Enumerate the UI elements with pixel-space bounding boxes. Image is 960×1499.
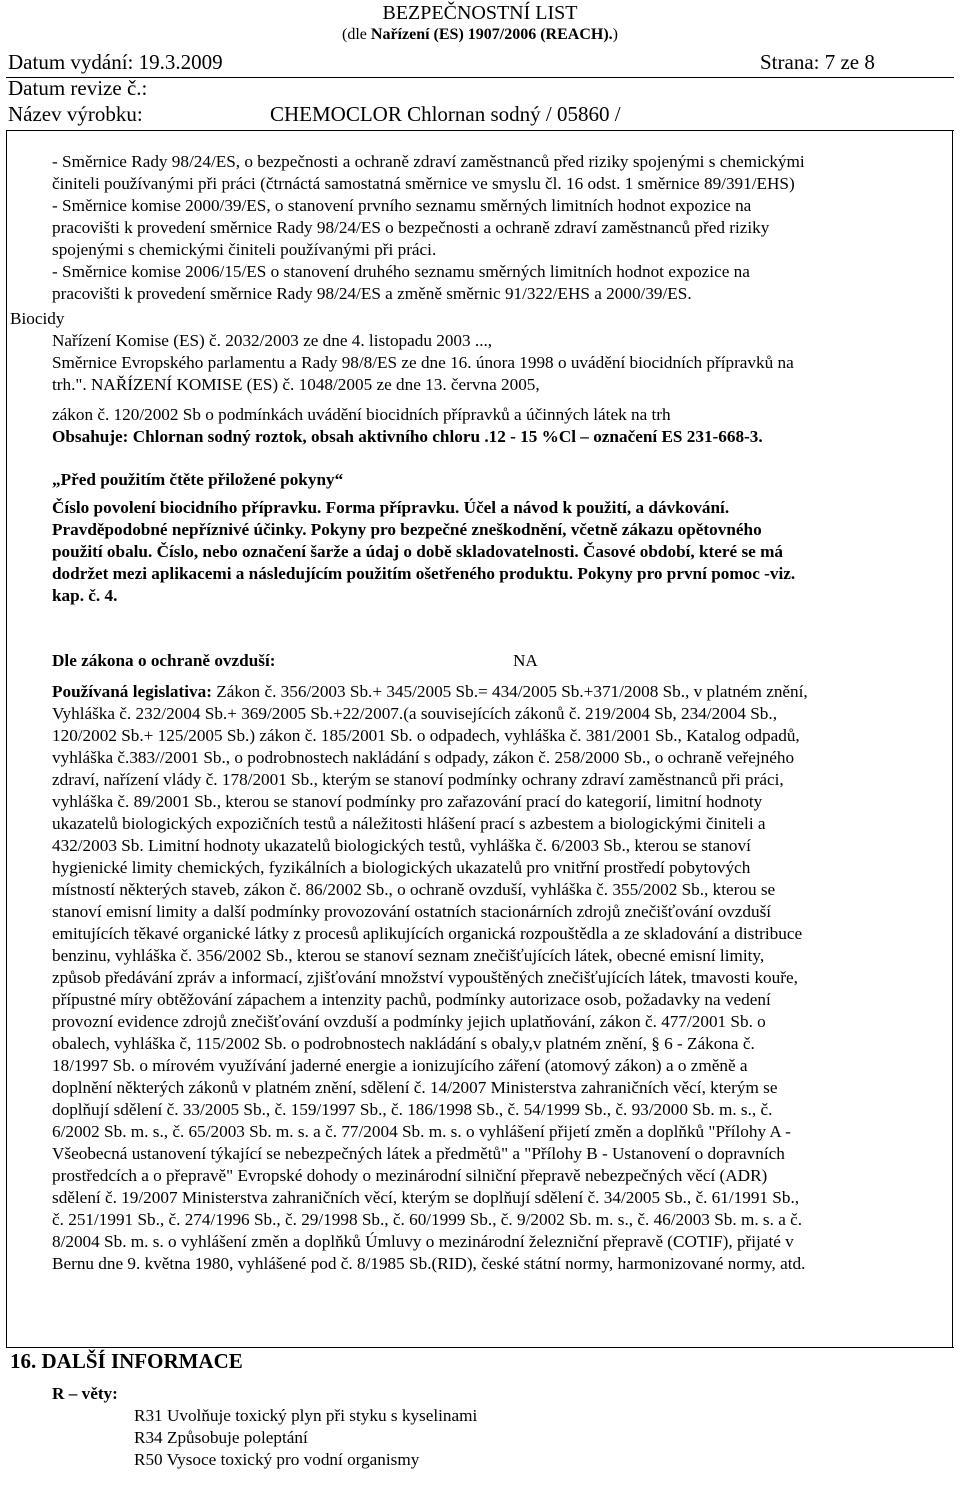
r-phrase: R31 Uvolňuje toxický plyn při styku s kyselinami bbox=[134, 1406, 478, 1425]
biocides-line: Směrnice Evropského parlamentu a Rady 98/8/ES ze dne 16. února 1998 o uvádění biocidních přípravků na bbox=[52, 353, 794, 372]
issue-date: Datum vydání: 19.3.2009 bbox=[8, 50, 223, 74]
legislation-line: prostředcích a o přepravě" Evropské dohody o mezinárodní silniční přepravě nebezpečných věcí (ADR) bbox=[52, 1166, 768, 1185]
biocides-heading: Biocidy bbox=[10, 309, 65, 328]
directive-line: - Směrnice komise 2006/15/ES o stanovení druhého seznamu směrných limitních hodnot expozice na bbox=[52, 262, 750, 281]
subtitle-suffix: ) bbox=[612, 26, 618, 43]
r-phrase: R34 Způsobuje poleptání bbox=[134, 1428, 308, 1447]
legislation-first-text: Zákon č. 356/2003 Sb.+ 345/2005 Sb.= 434/2005 Sb.+371/2008 Sb., v platném znění, bbox=[211, 682, 808, 701]
r-phrases-label: R – věty: bbox=[52, 1384, 118, 1403]
legislation-line: 432/2003 Sb. Limitní hodnoty ukazatelů biologických testů, vyhláška č. 6/2003 Sb., kterou se stanoví bbox=[52, 836, 751, 855]
directive-line: spojenými s chemickými činiteli používanými při práci. bbox=[52, 240, 437, 259]
legislation-line: stanoví emisní limity a další podmínky provozování ostatních stacionárních zdrojů znečišťování ovzduší bbox=[52, 902, 772, 921]
legislation-line: Vyhláška č. 232/2004 Sb.+ 369/2005 Sb.+22/2007.(a souvisejících zákonů č. 219/2004 Sb, 234/2004 Sb., bbox=[52, 704, 777, 723]
legislation-line: Všeobecná ustanovení týkající se nebezpečných látek a předmětů" a "Přílohy B - Ustanovení o dopravních bbox=[52, 1144, 785, 1163]
air-law-value: NA bbox=[513, 651, 538, 670]
legislation-line: přípustné míry obtěžování zápachem a intenzity pachů, podmínky autorizace osob, požadavky na vedení bbox=[52, 990, 771, 1009]
legislation-line: sdělení č. 19/2007 Ministerstva zahraničních věcí, kterým se doplňují sdělení č. 34/2005 Sb., č. 61/1991 Sb., bbox=[52, 1188, 800, 1207]
directive-line: - Směrnice Rady 98/24/ES, o bezpečnosti a ochraně zdraví zaměstnanců před riziky spojenými s chemickými bbox=[52, 152, 805, 171]
legislation-line: 6/2002 Sb. m. s., č. 65/2003 Sb. m. s. a č. 77/2004 Sb. m. s. o vyhlášení přijetí změn a doplňků "Přílohy A - bbox=[52, 1122, 791, 1141]
legislation-line: zdraví, nařízení vlády č. 178/2001 Sb., kterým se stanoví podmínky ochrany zdraví zaměstnanců při práci, bbox=[52, 770, 784, 789]
legislation-line: 120/2002 Sb.+ 125/2005 Sb.) zákon č. 185/2001 Sb. o odpadech, vyhláška č. 381/2001 Sb., Katalog odpadů, bbox=[52, 726, 800, 745]
legislation-line: ukazatelů biologických expozičních testů a náležitosti hlášení prací s azbestem a biologickými činiteli a bbox=[52, 814, 766, 833]
instruction-line: Pravděpodobné nepříznivé účinky. Pokyny pro bezpečné zneškodnění, včetně zákazu opětovného bbox=[52, 520, 762, 539]
page-number: Strana: 7 ze 8 bbox=[760, 50, 875, 74]
revision-date: Datum revize č.: bbox=[8, 76, 148, 100]
legislation-line: místností některých staveb, zákon č. 86/2002 Sb., o ochraně ovzduší, vyhláška č. 355/2002 Sb., kterou se bbox=[52, 880, 776, 899]
frame-right-line bbox=[952, 131, 953, 1347]
directive-line: - Směrnice komise 2000/39/ES, o stanovení prvního seznamu směrných limitních hodnot expozice na bbox=[52, 196, 752, 215]
legislation-line: 8/2004 Sb. m. s. o vyhlášení změn a doplňků Úmluvy o mezinárodní železniční přepravě (COTIF), přijaté v bbox=[52, 1232, 794, 1251]
biocides-line: trh.". NAŘÍZENÍ KOMISE (ES) č. 1048/2005 ze dne 13. června 2005, bbox=[52, 375, 540, 394]
air-law-label: Dle zákona o ochraně ovzduší: bbox=[52, 651, 276, 670]
header-rule-bottom bbox=[6, 130, 954, 131]
legislation-line: hygienické limity chemických, fyzikálních a biologických ukazatelů pro vnitřní prostředí pobytových bbox=[52, 858, 751, 877]
instruction-line: dodržet mezi aplikacemi a následujícím použitím ošetřeného produktu. Pokyny pro první pomoc -viz. bbox=[52, 564, 796, 583]
section-rule bbox=[6, 1347, 954, 1348]
biocides-line: Nařízení Komise (ES) č. 2032/2003 ze dne 4. listopadu 2003 ..., bbox=[52, 331, 493, 350]
directive-line: pracovišti k provedení směrnice Rady 98/24/ES o bezpečnosti a ochraně zdraví zaměstnanců před riziky bbox=[52, 218, 770, 237]
legislation-line: doplnění některých zákonů v platném znění, sdělení č. 14/2007 Ministerstva zahraničních věcí, kterým se bbox=[52, 1078, 778, 1097]
instruction-line: použití obalu. Číslo, nebo označení šarže a údaj o době skladovatelnosti. Časové období, které se má bbox=[52, 542, 783, 561]
header-rule-top bbox=[6, 77, 954, 78]
legislation-label: Používaná legislativa: bbox=[52, 682, 212, 701]
legislation-line: provozní evidence zdrojů znečišťování ovzduší a podmínky jejich uplatňování, zákon č. 477/2001 Sb. o bbox=[52, 1012, 766, 1031]
biocides-law: zákon č. 120/2002 Sb o podmínkách uvádění biocidních přípravků a účinných látek na trh bbox=[52, 405, 671, 424]
legislation-line: benzinu, vyhláška č. 356/2002 Sb., kterou se stanoví seznam znečišťujících látek, obecné emisní limity, bbox=[52, 946, 765, 965]
instruction-line: kap. č. 4. bbox=[52, 586, 118, 605]
subtitle-prefix: (dle bbox=[342, 26, 371, 43]
legislation-line: Bernu dne 9. května 1980, vyhlášené pod č. 8/1985 Sb.(RID), české státní normy, harmonizované normy, atd. bbox=[52, 1254, 806, 1273]
legislation-line: emitujících těkavé organické látky z procesů aplikujících organická rozpouštědla a ze skladování a distribuce bbox=[52, 924, 803, 943]
legislation-line: 18/1997 Sb. o mírovém využívání jaderné energie a ionizujícího záření (atomový zákon) a o změně a bbox=[52, 1056, 748, 1075]
product-label: Název výrobku: bbox=[8, 102, 143, 126]
legislation-line: doplňují sdělení č. 33/2005 Sb., č. 159/1997 Sb., č. 186/1998 Sb., č. 54/1999 Sb., č. 93/2000 Sb. m. s., č. bbox=[52, 1100, 773, 1119]
r-phrase: R50 Vysoce toxický pro vodní organismy bbox=[134, 1450, 420, 1469]
directive-line: pracovišti k provedení směrnice Rady 98/24/ES a změně směrnic 91/322/EHS a 2000/39/ES. bbox=[52, 284, 692, 303]
subtitle-regulation: Nařízení (ES) 1907/2006 (REACH). bbox=[370, 26, 613, 43]
section-16-title: 16. DALŠÍ INFORMACE bbox=[10, 1349, 243, 1373]
legislation-line bbox=[52, 681, 808, 703]
legislation-line: způsob předávání zpráv a informací, zjišťování množství vypouštěných znečišťujících látek, tmavosti kouře, bbox=[52, 968, 798, 987]
legislation-line: vyhláška č.383//2001 Sb., o podrobnostech nakládání s odpady, zákon č. 258/2000 Sb., o ochraně veřejného bbox=[52, 748, 795, 767]
directive-line: činiteli používanými při práci (čtrnáctá samostatná směrnice ve smyslu čl. 16 odst. 1 směrnice 89/391/EHS) bbox=[52, 174, 795, 193]
product-name: CHEMOCLOR Chlornan sodný / 05860 / bbox=[270, 102, 621, 126]
instruction-line: Číslo povolení biocidního přípravku. Forma přípravku. Účel a návod k použití, a dávkování. bbox=[52, 498, 730, 517]
read-before-use: „Před použitím čtěte přiložené pokyny“ bbox=[52, 470, 344, 489]
frame-left-line bbox=[6, 131, 7, 1347]
legislation-line: č. 251/1991 Sb., č. 274/1996 Sb., č. 29/1998 Sb., č. 60/1999 Sb., č. 9/2002 Sb. m. s., č. 46/2003 Sb. m. s. a č. bbox=[52, 1210, 803, 1229]
biocides-contains: Obsahuje: Chlornan sodný roztok, obsah aktivního chloru .12 - 15 %Cl – označení ES 231-668-3. bbox=[52, 427, 763, 446]
legislation-line: vyhláška č. 89/2001 Sb., kterou se stanoví podmínky pro zařazování prací do kategorií, limitní hodnoty bbox=[52, 792, 763, 811]
document-subtitle bbox=[0, 26, 960, 44]
document-title: BEZPEČNOSTNÍ LIST bbox=[382, 2, 578, 24]
legislation-line: obalech, vyhláška č, 115/2002 Sb. o podrobnostech nakládání s obaly,v platném znění, § 6 - Zákona č. bbox=[52, 1034, 755, 1053]
